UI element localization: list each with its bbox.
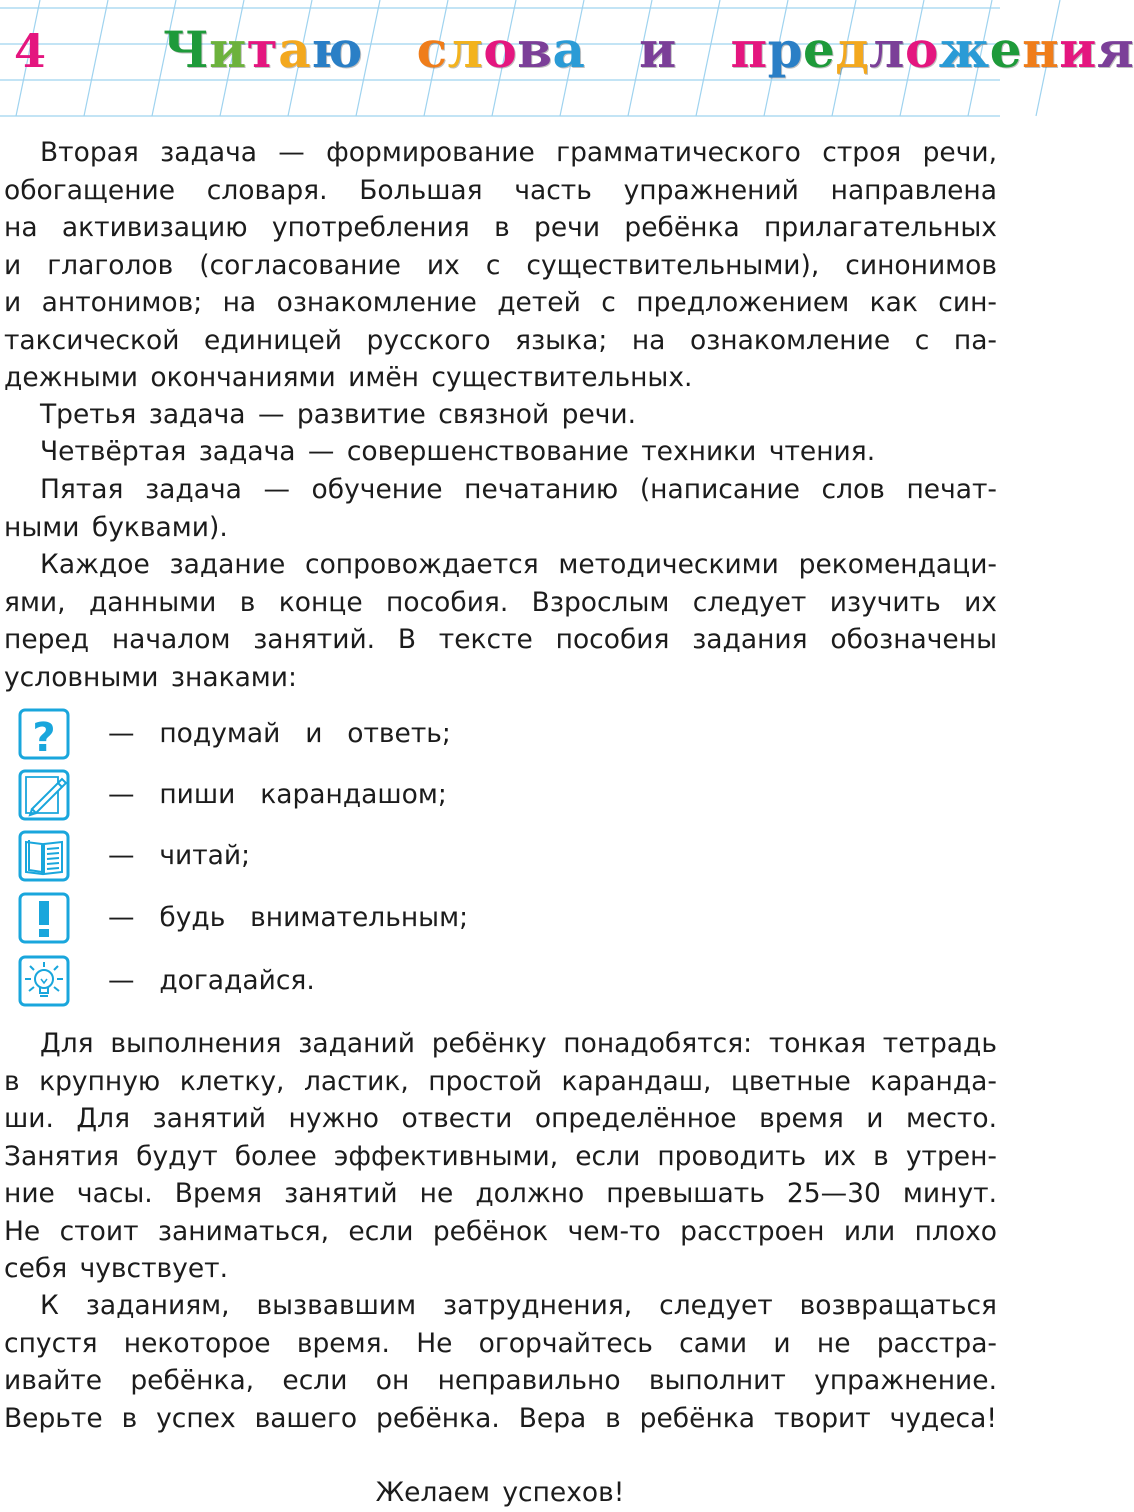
light-bulb-icon	[18, 955, 70, 1007]
title-word: и	[639, 20, 677, 79]
text-line: Для выполнения заданий ребёнку понадобятся: тонкая тетрадь	[40, 1028, 997, 1059]
legend-item-think	[18, 708, 618, 762]
text-line: и глаголов (согласование их с существительными), синонимов	[4, 249, 997, 281]
page-number: 4	[14, 24, 47, 78]
paragraph-materials	[4, 1025, 997, 1288]
text-line: и антонимов; на ознакомление детей с предложением как син-	[4, 287, 997, 318]
paragraph-recommendations	[4, 546, 997, 696]
text-line: себя чувствует.	[4, 1253, 229, 1284]
text-line: спустя некоторое время. Не огорчайтесь сами и не расстра-	[4, 1327, 997, 1359]
text-line: ние часы. Время занятий не должно превышать 25—30 минут.	[4, 1178, 997, 1209]
text-line: Третья задача — развитие связной речи.	[40, 399, 637, 430]
question-mark-icon	[18, 708, 70, 760]
text-line: Занятия будут более эффективными, если проводить их в утрен-	[4, 1140, 997, 1172]
book-icon	[18, 830, 70, 882]
paragraph-fifth-task	[4, 471, 997, 546]
text-line: Четвёртая задача — совершенствование техники чтения.	[40, 436, 876, 467]
text-line: Не стоит заниматься, если ребёнок чем-то расстроен или плохо	[4, 1215, 997, 1247]
paragraph-third-task	[4, 396, 997, 434]
legend-label: — пиши карандашом;	[108, 779, 447, 810]
text-line: ными буквами).	[4, 511, 228, 543]
text-line: перед началом занятий. В тексте пособия задания обозначены	[4, 624, 997, 655]
paragraph-second-task	[4, 134, 997, 397]
text-line: таксической единицей русского языка; на ознакомление с па-	[4, 324, 997, 356]
text-line: обогащение словаря. Большая часть упражнений направлена	[4, 174, 997, 206]
text-line: ивайте ребёнка, если он неправильно выполнит упражнение.	[4, 1365, 997, 1396]
paragraph-fourth-task	[4, 433, 997, 471]
pencil-icon	[18, 769, 70, 821]
legend-item-guess	[18, 955, 618, 1009]
paragraph-encouragement	[4, 1287, 997, 1437]
legend-item-write	[18, 769, 618, 823]
text-line: К заданиям, вызвавшим затруднения, следует возвращаться	[40, 1290, 997, 1321]
text-line: Каждое задание сопровождается методическими рекомендаци-	[40, 549, 997, 580]
closing-wish: Желаем успехов!	[375, 1477, 625, 1508]
text-line: дежными окончаниями имён существительных.	[4, 362, 693, 393]
legend-item-read	[18, 830, 618, 884]
text-line: Пятая задача — обучение печатанию (написание слов печат-	[40, 474, 997, 505]
page-title	[163, 20, 1134, 79]
text-line: в крупную клетку, ластик, простой карандаш, цветные каранда-	[4, 1065, 997, 1097]
title-word: Читаю	[163, 20, 363, 79]
text-line: Вторая задача — формирование грамматического строя речи,	[40, 137, 997, 168]
text-line: ями, данными в конце пособия. Взрослым следует изучить их	[4, 586, 997, 618]
text-line: условными знаками:	[4, 661, 297, 693]
title-word: предложения	[730, 20, 1134, 79]
legend-label: — догадайся.	[108, 965, 315, 996]
legend-item-attentive	[18, 892, 618, 946]
legend-label: — читай;	[108, 840, 251, 871]
text-line: Верьте в успех вашего ребёнка. Вера в ребёнка творит чудеса!	[4, 1402, 997, 1434]
title-word: слова	[416, 20, 586, 79]
legend-label: — будь внимательным;	[108, 902, 469, 933]
text-line: ши. Для занятий нужно отвести определённое время и место.	[4, 1103, 997, 1134]
exclamation-mark-icon	[18, 892, 70, 944]
svg-text:?: ?	[32, 715, 56, 761]
legend-label: — подумай и ответь;	[108, 718, 451, 749]
text-line: на активизацию употребления в речи ребёнка прилагательных	[4, 212, 997, 243]
page-header	[0, 0, 1134, 118]
